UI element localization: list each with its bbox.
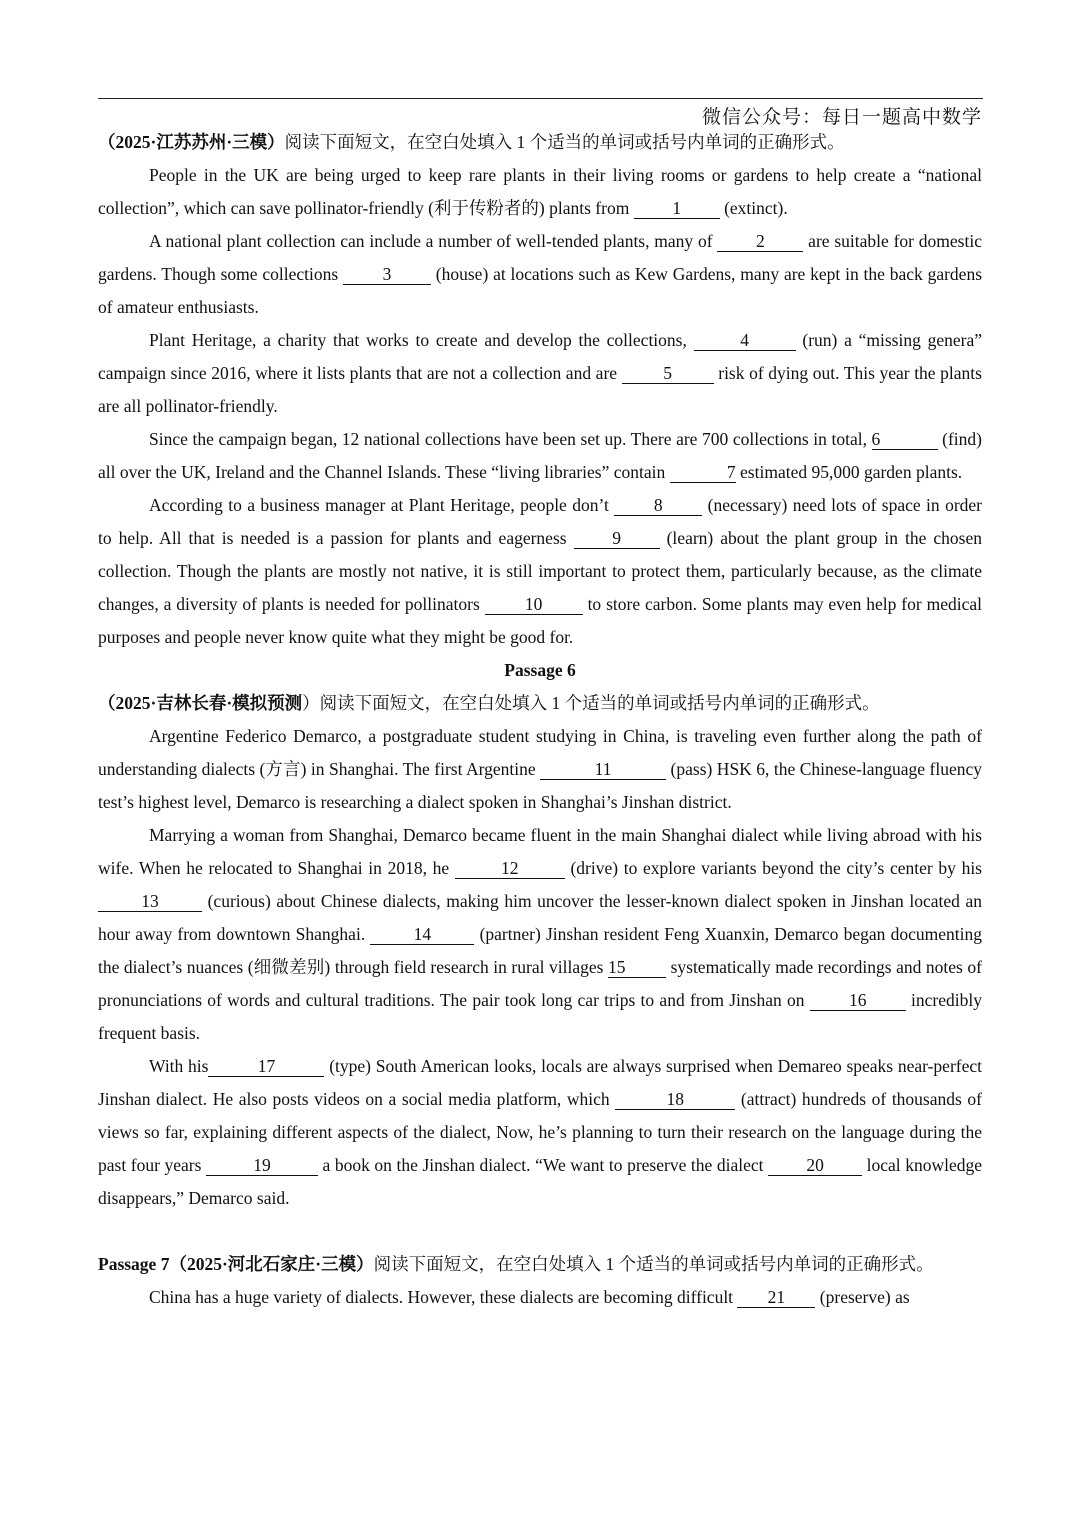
passage6-paragraph-1 (98, 720, 982, 819)
text: (pass) HSK 6, the Chinese-language fluency test’s highest level, Demarco is researching a dialect spoken in Shanghai’s Jinshan district. (98, 759, 983, 812)
passage6-paragraph-3 (98, 1050, 982, 1215)
text: (learn) about the plant group in the chosen collection. Though the plants are mostly not native, it is still important to protect them, particularly because, as the climate changes, a diversity of plants is needed for pollinators (98, 528, 982, 614)
blank-8: 8 (614, 495, 702, 516)
text: (house) at locations such as Kew Gardens, many are kept in the back gardens of amateur enthusiasts. (98, 264, 982, 317)
blank-12: 12 (455, 858, 565, 879)
passage5-paragraph-1 (98, 159, 982, 225)
blank-16: 16 (810, 990, 906, 1011)
text: Marrying a woman from Shanghai, Demarco became fluent in the main Shanghai dialect while living abroad with his wife. When he relocated to Shanghai in 2018, he (98, 825, 982, 878)
watermark: 微信公众号：每日一题高中数学 (701, 106, 982, 128)
blank-14: 14 (370, 924, 474, 945)
text: systematically made recordings and notes of pronunciations of words and cultural traditions. The pair took long car trips to and from Jinshan on (98, 957, 982, 1010)
text: risk of dying out. This year the plants are all pollinator-friendly. (98, 363, 982, 416)
passage7-header (98, 1248, 982, 1281)
blank-6: 6 (872, 429, 938, 450)
text: Since the campaign began, 12 national collections have been set up. There are 700 collections in total, (149, 429, 872, 449)
text: Argentine Federico Demarco, a postgraduate student studying in China, is traveling even further along the path of understanding dialects (方言) in Shanghai. The first Argentine (98, 726, 982, 779)
main-content (98, 126, 982, 1314)
blank-11: 11 (540, 759, 666, 780)
passage7-paragraph-1 (98, 1281, 982, 1314)
passage5-source: （2025·江苏苏州·三模） (98, 132, 285, 152)
text: are suitable for domestic gardens. Though some collections (98, 231, 982, 284)
passage5-paragraph-2 (98, 225, 982, 324)
text: estimated 95,000 garden plants. (735, 462, 963, 482)
blank-3: 3 (343, 264, 431, 285)
text: (run) a “missing genera” campaign since 2016, where it lists plants that are not a collection and are (98, 330, 982, 383)
text: People in the UK are being urged to keep rare plants in their living rooms or gardens to help create a “national collection”, which can save pollinator-friendly (利于传粉者的) plants from (98, 165, 982, 218)
blank-20: 20 (768, 1155, 862, 1176)
blank-7: 7 (670, 462, 736, 483)
passage6-header (98, 687, 982, 720)
text: A national plant collection can include a number of well-tended plants, many of (149, 231, 718, 251)
text: (find) all over the UK, Ireland and the Channel Islands. These “living libraries” contain (98, 429, 982, 482)
blank-18: 18 (615, 1089, 735, 1110)
blank-21: 21 (737, 1287, 815, 1308)
blank-5: 5 (622, 363, 714, 384)
text: (partner) Jinshan resident Feng Xuanxin, Demarco began documenting the dialect’s nuances (细微差别) through field research in rural villages (98, 924, 982, 977)
text: to store carbon. Some plants may even help for medical purposes and people never know quite what they might be good for. (98, 594, 982, 647)
passage6-source: （2025·吉林长春·模拟预测 (98, 693, 303, 713)
passage5-header (98, 126, 982, 159)
text: (drive) to explore variants beyond the city’s center by his (564, 858, 982, 878)
header-rule (98, 98, 983, 99)
text: local knowledge disappears,” Demarco said. (98, 1155, 982, 1208)
text: incredibly frequent basis. (98, 990, 982, 1043)
text: Plant Heritage, a charity that works to create and develop the collections, (149, 330, 694, 350)
text: (attract) hundreds of thousands of views so far, explaining different aspects of the dialect, Now, he’s planning to turn their research on the language during the past four years (98, 1089, 983, 1175)
text: (extinct). (719, 198, 788, 218)
text: (preserve) as (815, 1287, 910, 1307)
blank-2: 2 (717, 231, 803, 252)
passage6-instruction: ）阅读下面短文，在空白处填入 1 个适当的单词或括号内单词的正确形式。 (302, 693, 880, 713)
text: China has a huge variety of dialects. However, these dialects are becoming difficult (149, 1287, 738, 1307)
passage5-paragraph-5 (98, 489, 982, 654)
blank-19: 19 (206, 1155, 318, 1176)
text: a book on the Jinshan dialect. “We want to preserve the dialect (317, 1155, 769, 1175)
passage6-paragraph-2 (98, 819, 982, 1050)
passage7-instruction: 阅读下面短文，在空白处填入 1 个适当的单词或括号内单词的正确形式。 (373, 1254, 934, 1274)
passage5-paragraph-3 (98, 324, 982, 423)
blank-4: 4 (694, 330, 796, 351)
passage7-source: Passage 7（2025·河北石家庄·三模） (98, 1254, 374, 1274)
passage5-instruction: 阅读下面短文，在空白处填入 1 个适当的单词或括号内单词的正确形式。 (284, 132, 845, 152)
spacer (98, 1215, 982, 1248)
text: With his (149, 1056, 209, 1076)
passage6-title: Passage 6 (504, 660, 576, 680)
text: According to a business manager at Plant Heritage, people don’t (149, 495, 615, 515)
blank-17: 17 (208, 1056, 324, 1077)
blank-10: 10 (485, 594, 583, 615)
passage5-paragraph-4 (98, 423, 982, 489)
blank-13: 13 (98, 891, 202, 912)
blank-1: 1 (634, 198, 720, 219)
text: (curious) about Chinese dialects, making him uncover the lesser-known dialect spoken in Jinshan located an hour away from downtown Shanghai. (98, 891, 982, 944)
text: (necessary) need lots of space in order to help. All that is needed is a passion for plants and eagerness (98, 495, 982, 548)
blank-15: 15 (608, 957, 666, 978)
text: (type) South American looks, locals are always surprised when Demareo speaks near-perfect Jinshan dialect. He also posts videos on a social media platform, which (98, 1056, 982, 1109)
blank-9: 9 (574, 528, 660, 549)
